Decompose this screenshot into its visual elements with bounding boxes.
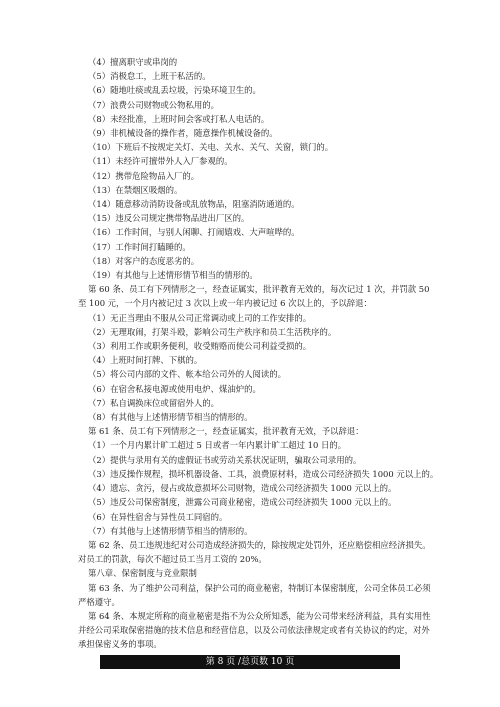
text-line: （12）携带危险物品入厂的。 (88, 170, 200, 181)
text-line: （1）一个月内累计旷工超过 5 日或者一年内累计旷工超过 10 日的。 (88, 440, 347, 451)
text-line: 承担保密义务的事项。 (78, 639, 162, 650)
text-line: （3）利用工作或职务便利，收受贿赂而使公司利益受损的。 (88, 341, 312, 352)
text-line: （8）有其他与上述情形情节相当的情形的。 (88, 412, 253, 423)
text-line: （7）有其他与上述情形情节相当的情形的。 (88, 525, 253, 536)
document-body (78, 55, 438, 652)
text-line: 第 60 条、员工有下列情形之一，经查证属实，批评教育无效的，每次记过 1 次，并罚款 50 (88, 284, 430, 295)
text-line: （18）对客户的态度恶劣的。 (88, 255, 200, 266)
text-line: （6）在宿舍私接电源或使用电炉、煤油炉的。 (88, 383, 261, 394)
text-line: 并经公司采取保密措施的技术信息和经营信息，以及公司依法律规定或者有关协议的约定，对外 (78, 625, 430, 636)
text-line: 对员工的罚款，每次不超过员工当月工资的 20%。 (78, 554, 267, 565)
page-footer (100, 655, 400, 669)
text-line: （4）上班时间打牌、下棋的。 (88, 355, 203, 366)
text-line: （5）消极怠工，上班干私活的。 (88, 71, 211, 82)
text-line: 第八章、保密制度与竞业限制 (88, 568, 197, 579)
text-line: （8）未经批准，上班时间会客或打私人电话的。 (88, 113, 270, 124)
text-line: （6）随地吐痰或乱丢垃圾，污染环境卫生的。 (88, 85, 261, 96)
text-line: （2）提供与录用有关的虚假证书或劳动关系状况证明，骗取公司录用的。 (88, 454, 362, 465)
text-line: （9）非机械设备的操作者，随意操作机械设备的。 (88, 128, 278, 139)
text-line: 第 61 条、员工有下列情形之一，经查证属实，批评教育无效，予以辞退： (88, 426, 364, 437)
text-line: （4）遗忘、贪污，侵占或故意损坏公司财物，造成公司经济损失 1000 元以上的。 (88, 483, 397, 494)
text-line: 第 64 条、本规定所称的商业秘密是指不为公众所知悉，能为公司带来经济利益，具有实用性 (88, 610, 431, 621)
text-line: （1）无正当理由不服从公司正常调动或上司的工作安排的。 (88, 312, 312, 323)
text-line: （14）随意移动消防设备或乱放物品，阻塞消防通道的。 (88, 199, 300, 210)
text-line: （15）违反公司规定携带物品进出厂区的。 (88, 213, 250, 224)
text-line: （4）擅离职守或串岗的 (88, 57, 178, 67)
text-line: （5）违反公司保密制度，泄露公司商业秘密，造成公司经济损失 1000 元以上的。 (88, 497, 397, 508)
text-line: （6）在异性宿舍与异性员工同宿的。 (88, 511, 228, 522)
text-line: （10）下班后不按规定关灯、关电、关水、关气、关窗，锁门的。 (88, 142, 334, 153)
text-line: （5）将公司内部的文件、帐本给公司外的人阅读的。 (88, 369, 286, 380)
text-line: （11）未经许可擅带外人入厂参观的。 (88, 156, 233, 167)
text-line: 第 62 条、员工违规违纪对公司造成经济损失的，除按规定处罚外，还应赔偿相应经济损失。 (88, 539, 431, 550)
text-line: 至 100 元，一个月内被记过 3 次以上或一年内被记过 6 次以上的，予以辞退： (78, 298, 372, 309)
text-line: （7）私自调换床位或留宿外人的。 (88, 397, 219, 408)
page-number-label: 第 8 页 /总页数 10 页 (205, 657, 295, 667)
text-line: （3）违反操作规程，损坏机器设备、工具，浪费原材料，造成公司经济损失 1000 元以上的。 (88, 468, 438, 479)
text-line: （17）工作时间打瞌睡的。 (88, 241, 191, 252)
text-line: （13）在禁烟区吸烟的。 (88, 184, 183, 195)
text-line: （19）有其他与上述情形情节相当的情形的。 (88, 270, 258, 281)
text-line: 第 63 条、为了维护公司利益，保护公司的商业秘密，特制订本保密制度，公司全体员工必须 (88, 582, 431, 593)
text-line: （7）浪费公司财物或公物私用的。 (88, 99, 219, 110)
text-line: 严格遵守。 (78, 596, 120, 607)
text-line: （2）无理取闹，打架斗殴，影响公司生产秩序和员工生活秩序的。 (88, 326, 337, 337)
text-line: （16）工作时间，与别人闲聊、打闹嬉戏、大声喧哗的。 (88, 227, 300, 238)
